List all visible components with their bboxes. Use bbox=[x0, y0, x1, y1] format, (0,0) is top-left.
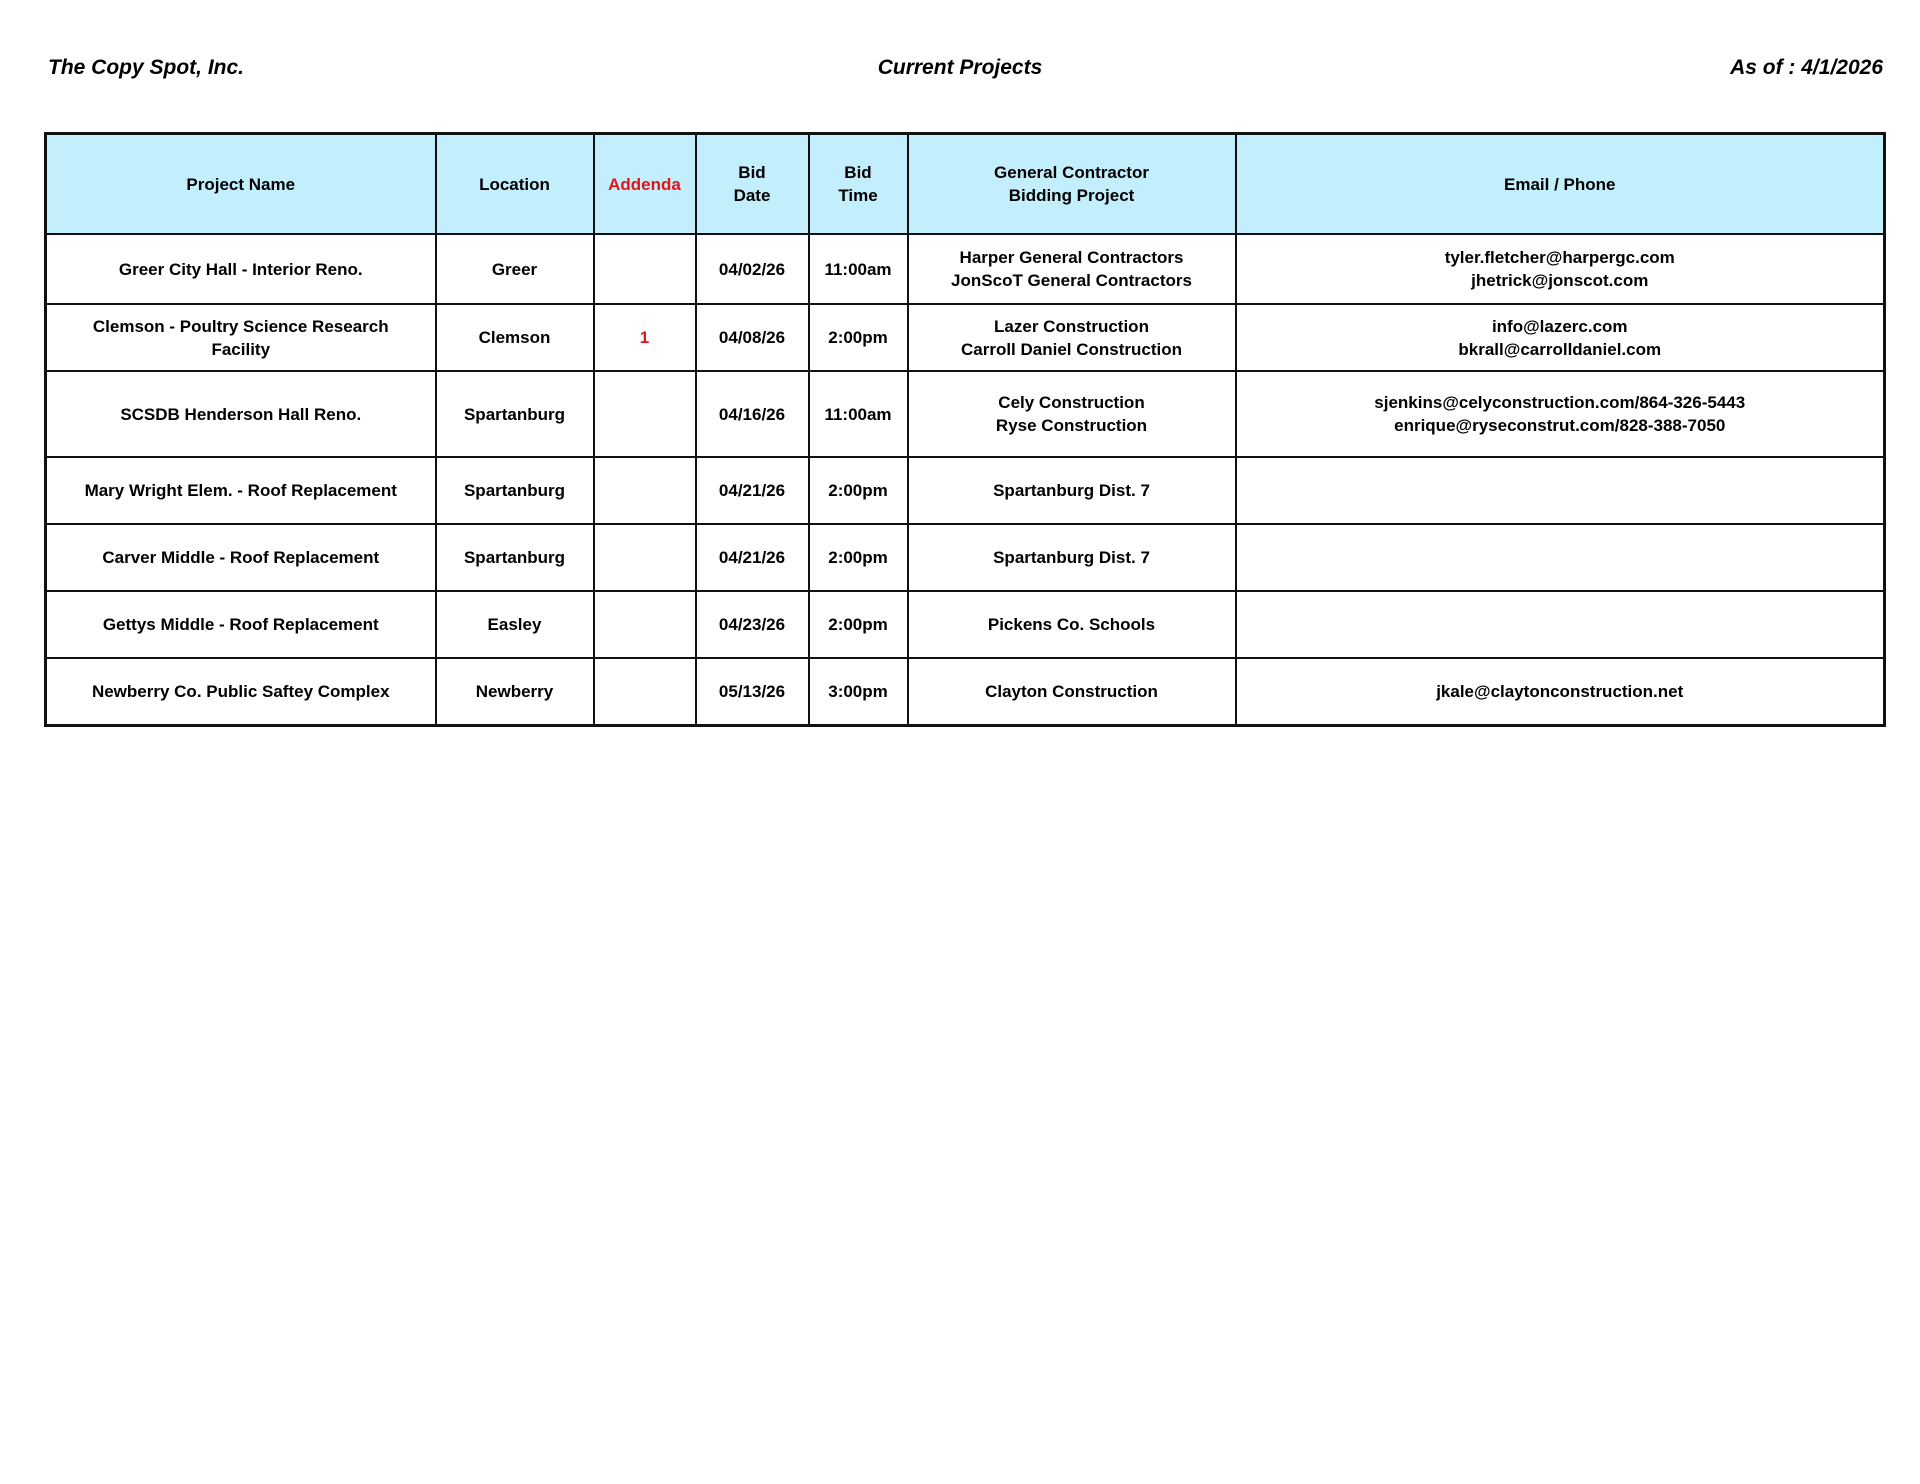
contractor-cell: Lazer Construction Carroll Daniel Construction bbox=[908, 304, 1236, 371]
addenda-cell bbox=[594, 591, 696, 658]
location-cell: Spartanburg bbox=[436, 371, 594, 457]
addenda-cell bbox=[594, 524, 696, 591]
location-cell: Easley bbox=[436, 591, 594, 658]
email-link[interactable]: jkale@claytonconstruction.net bbox=[1436, 682, 1684, 701]
as-of-date: As of : 4/1/2026 bbox=[1730, 56, 1883, 79]
bid-date-cell: 05/13/26 bbox=[696, 658, 809, 726]
project-name-cell: Greer City Hall - Interior Reno. bbox=[46, 234, 436, 304]
projects-table bbox=[44, 132, 1886, 727]
contractor-cell: Harper General Contractors JonScoT General Contractors bbox=[908, 234, 1236, 304]
contact-cell bbox=[1236, 304, 1885, 371]
location-cell: Clemson bbox=[436, 304, 594, 371]
addenda-cell bbox=[594, 457, 696, 524]
bid-date-cell: 04/23/26 bbox=[696, 591, 809, 658]
location-cell: Spartanburg bbox=[436, 524, 594, 591]
contractor-cell: Spartanburg Dist. 7 bbox=[908, 457, 1236, 524]
bid-time-cell: 3:00pm bbox=[809, 658, 908, 726]
contact-cell bbox=[1236, 457, 1885, 524]
contact-cell bbox=[1236, 524, 1885, 591]
column-header-general-contractor: General Contractor Bidding Project bbox=[908, 134, 1236, 235]
email-link[interactable]: bkrall@carrolldaniel.com bbox=[1458, 339, 1662, 359]
bid-date-cell: 04/21/26 bbox=[696, 524, 809, 591]
table-header-row bbox=[46, 134, 1885, 235]
project-name-cell: Clemson - Poultry Science Research Facility bbox=[46, 304, 436, 371]
location-cell: Newberry bbox=[436, 658, 594, 726]
bid-time-cell: 11:00am bbox=[809, 234, 908, 304]
addenda-cell bbox=[594, 234, 696, 304]
contact-cell bbox=[1236, 234, 1885, 304]
bid-date-cell: 04/02/26 bbox=[696, 234, 809, 304]
bid-date-cell: 04/16/26 bbox=[696, 371, 809, 457]
column-header-bid-date: Bid Date bbox=[696, 134, 809, 235]
table-row bbox=[46, 658, 1885, 726]
column-header-project-name: Project Name bbox=[46, 134, 436, 235]
bid-time-cell: 2:00pm bbox=[809, 457, 908, 524]
email-phone-link[interactable]: sjenkins@celyconstruction.com/864-326-5443 bbox=[1374, 393, 1746, 412]
column-header-email-phone: Email / Phone bbox=[1236, 134, 1885, 235]
column-header-addenda: Addenda bbox=[594, 134, 696, 235]
bid-time-cell: 11:00am bbox=[809, 371, 908, 457]
email-phone-link[interactable]: enrique@ryseconstrut.com/828-388-7050 bbox=[1394, 416, 1726, 435]
bid-time-cell: 2:00pm bbox=[809, 591, 908, 658]
contractor-cell: Spartanburg Dist. 7 bbox=[908, 524, 1236, 591]
column-header-location: Location bbox=[436, 134, 594, 235]
bid-time-cell: 2:00pm bbox=[809, 304, 908, 371]
table-row bbox=[46, 457, 1885, 524]
table-row bbox=[46, 371, 1885, 457]
company-name: The Copy Spot, Inc. bbox=[48, 56, 245, 79]
project-name-cell: Mary Wright Elem. - Roof Replacement bbox=[46, 457, 436, 524]
contact-cell bbox=[1236, 371, 1885, 457]
bid-time-cell: 2:00pm bbox=[809, 524, 908, 591]
email-link[interactable]: jhetrick@jonscot.com bbox=[1471, 271, 1649, 290]
contractor-cell: Cely Construction Ryse Construction bbox=[908, 371, 1236, 457]
contact-cell bbox=[1236, 658, 1885, 726]
project-name-cell: SCSDB Henderson Hall Reno. bbox=[46, 371, 436, 457]
project-name-cell: Gettys Middle - Roof Replacement bbox=[46, 591, 436, 658]
table-row bbox=[46, 524, 1885, 591]
bid-date-cell: 04/21/26 bbox=[696, 457, 809, 524]
location-cell: Greer bbox=[436, 234, 594, 304]
addenda-cell: 1 bbox=[594, 304, 696, 371]
table-row bbox=[46, 234, 1885, 304]
contractor-cell: Pickens Co. Schools bbox=[908, 591, 1236, 658]
table-row bbox=[46, 591, 1885, 658]
bid-date-cell: 04/08/26 bbox=[696, 304, 809, 371]
email-link[interactable]: info@lazerc.com bbox=[1491, 316, 1628, 336]
contact-cell bbox=[1236, 591, 1885, 658]
addenda-cell bbox=[594, 658, 696, 726]
page-title: Current Projects bbox=[877, 56, 1043, 79]
contractor-cell: Clayton Construction bbox=[908, 658, 1236, 726]
addenda-cell bbox=[594, 371, 696, 457]
project-name-cell: Newberry Co. Public Saftey Complex bbox=[46, 658, 436, 726]
project-name-cell: Carver Middle - Roof Replacement bbox=[46, 524, 436, 591]
email-link[interactable]: tyler.fletcher@harpergc.com bbox=[1444, 248, 1675, 267]
column-header-bid-time: Bid Time bbox=[809, 134, 908, 235]
table-row bbox=[46, 304, 1885, 371]
location-cell: Spartanburg bbox=[436, 457, 594, 524]
